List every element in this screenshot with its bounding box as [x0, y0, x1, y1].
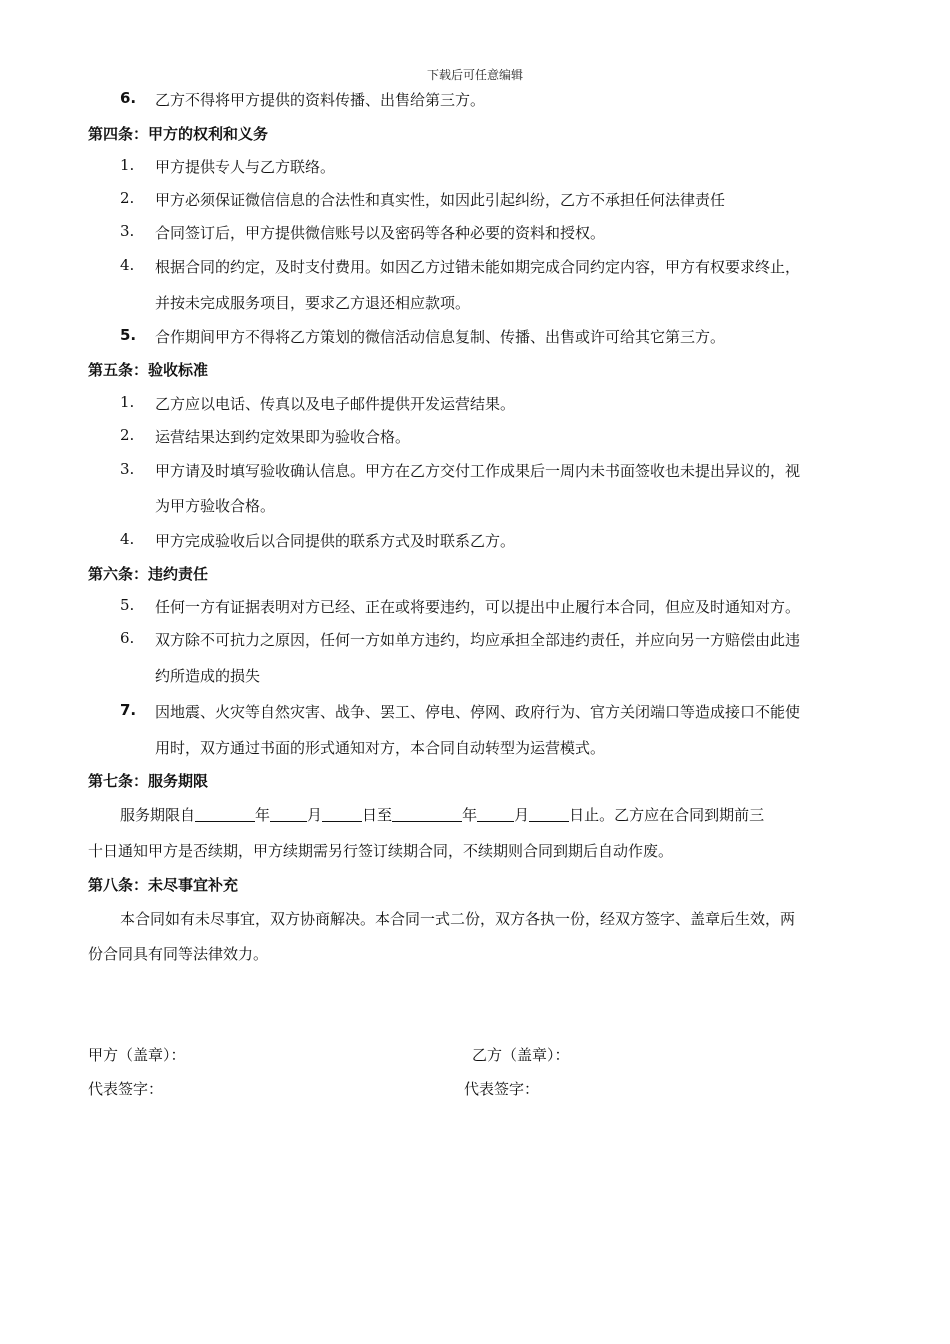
- item-number: 6.: [120, 89, 137, 107]
- item-text: 甲方请及时填写验收确认信息。甲方在乙方交付工作成果后一周内未书面签收也未提出异议的，视: [155, 462, 801, 480]
- party-b-seal-label: 乙方（盖章）：: [472, 1046, 570, 1064]
- item-number: 1.: [120, 393, 135, 411]
- item-text: 乙方应以电话、传真以及电子邮件提供开发运营结果。: [155, 395, 516, 413]
- end-month-blank[interactable]: [477, 807, 514, 822]
- page-header-note: 下载后可任意编辑: [426, 68, 523, 82]
- item-number: 2.: [120, 426, 135, 444]
- supplement-paragraph-line1: 本合同如有未尽事宜，双方协商解决。本合同一式二份，双方各执一份，经双方签字、盖章后生效，两: [120, 910, 796, 928]
- item-number: 6.: [120, 629, 135, 647]
- item-text-continued: 为甲方验收合格。: [155, 497, 276, 515]
- month-label: 月: [307, 806, 323, 824]
- item-text: 双方除不可抗力之原因，任何一方如单方违约，均应承担全部违约责任，并应向另一方赔偿由此违: [155, 631, 801, 649]
- item-text: 甲方完成验收后以合同提供的联系方式及时联系乙方。: [155, 532, 516, 550]
- item-number: 2.: [120, 189, 135, 207]
- section-heading-4: 第四条：甲方的权利和义务: [88, 125, 269, 143]
- item-text: 任何一方有证据表明对方已经、正在或将要违约，可以提出中止履行本合同，但应及时通知对方。: [155, 598, 801, 616]
- item-text: 合同签订后，甲方提供微信账号以及密码等各种必要的资料和授权。: [155, 224, 606, 242]
- item-text: 运营结果达到约定效果即为验收合格。: [155, 428, 411, 446]
- item-text: 根据合同的约定，及时支付费用。如因乙方过错未能如期完成合同约定内容，甲方有权要求终止，: [155, 258, 801, 276]
- party-a-seal-label: 甲方（盖章）：: [88, 1046, 186, 1064]
- item-number: 3.: [120, 222, 135, 240]
- item-number: 5.: [120, 326, 137, 344]
- item-text: 乙方不得将甲方提供的资料传播、出售给第三方。: [155, 91, 486, 109]
- section-heading-8: 第八条：未尽事宜补充: [88, 876, 239, 894]
- item-text: 合作期间甲方不得将乙方策划的微信活动信息复制、传播、出售或许可给其它第三方。: [155, 328, 726, 346]
- item-text-continued: 并按未完成服务项目，要求乙方退还相应款项。: [155, 294, 471, 312]
- item-number: 1.: [120, 156, 135, 174]
- supplement-paragraph-line2: 份合同具有同等法律效力。: [88, 945, 269, 963]
- item-number: 4.: [120, 530, 135, 548]
- month-label: 月: [514, 806, 530, 824]
- section-heading-7: 第七条：服务期限: [88, 772, 209, 790]
- item-text-continued: 约所造成的损失: [155, 667, 261, 685]
- item-text: 因地震、火灾等自然灾害、战争、罢工、停电、停网、政府行为、官方关闭端口等造成接口不能使: [155, 703, 801, 721]
- service-term-prefix: 服务期限自: [120, 806, 196, 824]
- item-text: 甲方必须保证微信信息的合法性和真实性，如因此引起纠纷，乙方不承担任何法律责任: [155, 191, 726, 209]
- item-text: 甲方提供专人与乙方联络。: [155, 158, 336, 176]
- section-heading-5: 第五条：验收标准: [88, 361, 209, 379]
- end-year-blank[interactable]: [392, 807, 462, 822]
- year-label: 年: [462, 806, 478, 824]
- service-term-paragraph-line1: [120, 804, 764, 825]
- day-to-label: 日至: [362, 806, 393, 824]
- start-month-blank[interactable]: [270, 807, 307, 822]
- start-day-blank[interactable]: [322, 807, 362, 822]
- item-number: 4.: [120, 256, 135, 274]
- service-term-suffix: 日止。乙方应在合同到期前三: [569, 806, 765, 824]
- item-number: 7.: [120, 701, 137, 719]
- item-number: 3.: [120, 460, 135, 478]
- item-number: 5.: [120, 596, 135, 614]
- section-heading-6: 第六条：违约责任: [88, 565, 209, 583]
- party-a-signature-label: 代表签字：: [88, 1080, 164, 1098]
- item-text-continued: 用时，双方通过书面的形式通知对方，本合同自动转型为运营模式。: [155, 739, 606, 757]
- end-day-blank[interactable]: [529, 807, 569, 822]
- party-b-signature-label: 代表签字：: [464, 1080, 540, 1098]
- service-term-paragraph-line2: 十日通知甲方是否续期，甲方续期需另行签订续期合同，不续期则合同到期后自动作废。: [88, 842, 674, 860]
- year-label: 年: [255, 806, 271, 824]
- start-year-blank[interactable]: [195, 807, 255, 822]
